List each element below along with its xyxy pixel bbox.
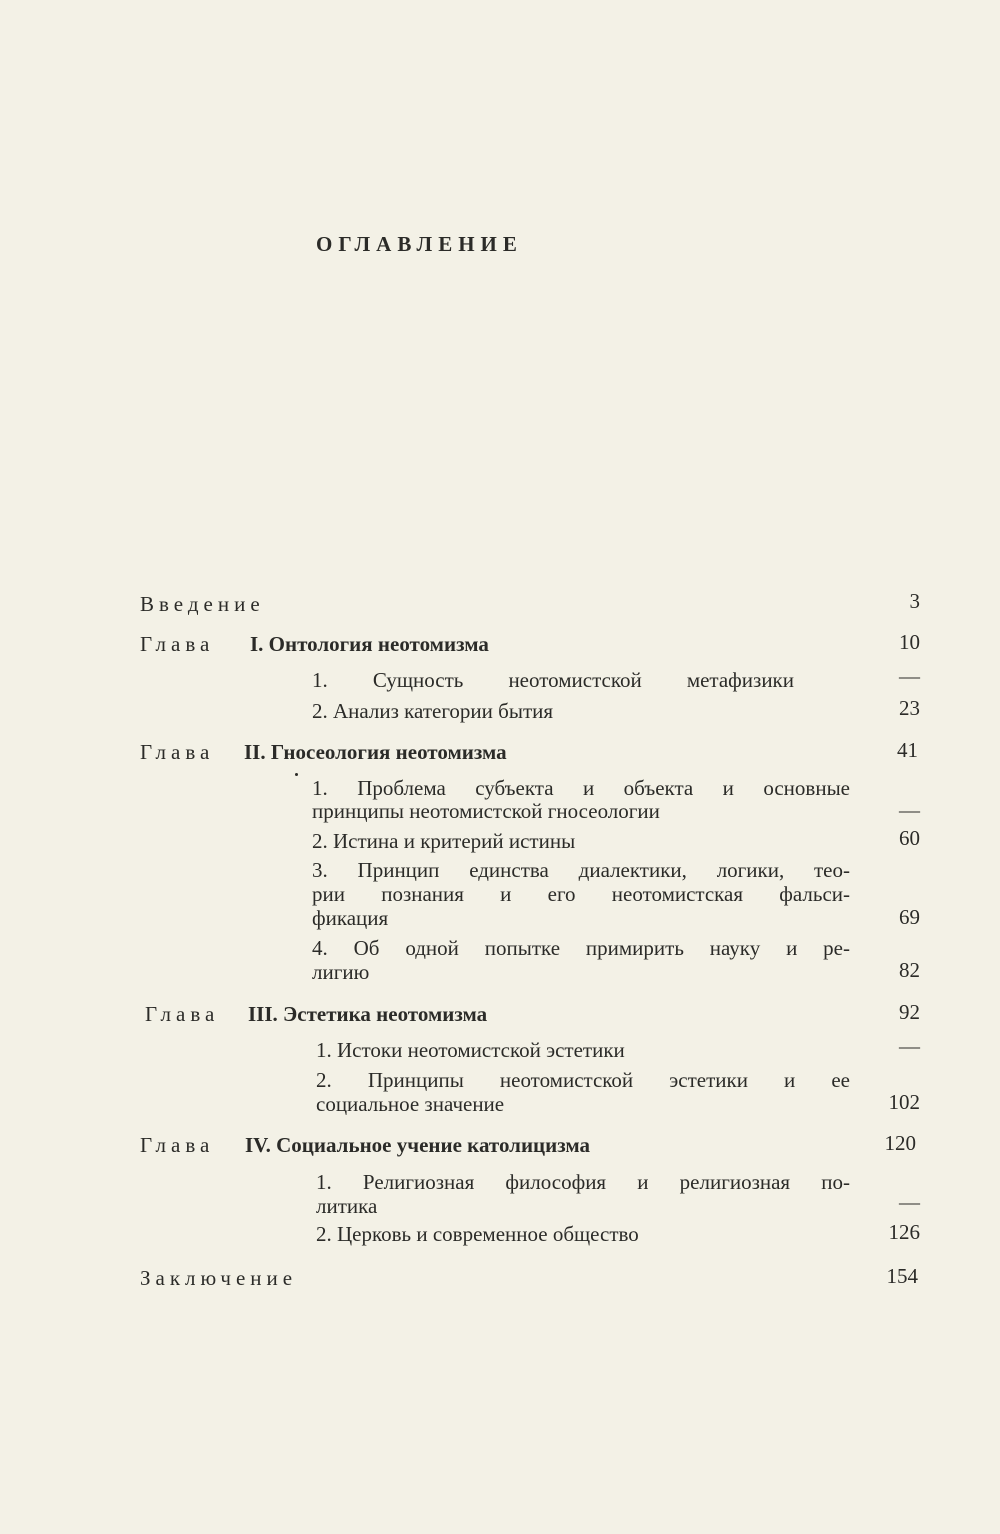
- chapter-4-section-1-page: —: [899, 1190, 920, 1214]
- chapter-2-section-2-page: 60: [899, 826, 920, 850]
- chapter-2-section-2: 2. Истина и критерий истины: [312, 829, 576, 853]
- chapter-1-heading: I. Онтология неотомизма: [250, 632, 489, 656]
- chapter-2-section-1-page: —: [899, 798, 920, 822]
- chapter-4-section-2-page: 126: [888, 1220, 920, 1244]
- chapter-4-section-1-line-2: литика: [316, 1194, 378, 1218]
- chapter-4-section-1-line-1: 1. Религиозная философия и религиозная по-: [316, 1170, 850, 1194]
- chapter-3-page: 92: [899, 1000, 920, 1024]
- chapter-3-section-2-line-2: социальное значение: [316, 1092, 505, 1116]
- chapter-1-section-2: 2. Анализ категории бытия: [312, 699, 554, 723]
- chapter-3-section-1: 1. Истоки неотомистской эстетики: [316, 1038, 625, 1062]
- chapter-3-section-2-page: 102: [888, 1090, 920, 1114]
- toc-conclusion-label: Заключение: [140, 1266, 298, 1290]
- toc-intro-page: 3: [909, 589, 920, 613]
- chapter-2-heading: II. Гносеология неотомизма: [244, 740, 507, 764]
- toc-conclusion-page: 154: [886, 1264, 918, 1288]
- chapter-1-prefix: Глава: [140, 632, 215, 656]
- chapter-1-section-1-page: —: [899, 664, 920, 688]
- chapter-1-section-1: 1. Сущность неотомистской метафизики: [312, 668, 794, 692]
- chapter-1-section-2-page: 23: [899, 696, 920, 720]
- chapter-2-section-1-line-1: 1. Проблема субъекта и объекта и основные: [312, 776, 850, 800]
- chapter-2-page: 41: [897, 738, 918, 762]
- chapter-2-section-4-line-2: лигию: [312, 960, 370, 984]
- ink-dot: [295, 773, 298, 776]
- chapter-3-prefix: Глава: [145, 1002, 220, 1026]
- chapter-2-section-3-line-1: 3. Принцип единства диалектики, логики, тео-: [312, 858, 850, 882]
- toc-intro-label: Введение: [140, 592, 265, 616]
- chapter-2-section-3-line-3: фикация: [312, 906, 389, 930]
- chapter-4-page: 120: [884, 1131, 916, 1155]
- chapter-3-section-1-page: —: [899, 1034, 920, 1058]
- chapter-2-section-1-line-2: принципы неотомистской гносеологии: [312, 799, 660, 823]
- chapter-4-section-2: 2. Церковь и современное общество: [316, 1222, 639, 1246]
- chapter-2-section-3-page: 69: [899, 905, 920, 929]
- chapter-3-heading: III. Эстетика неотомизма: [248, 1002, 488, 1026]
- chapter-2-section-3-line-2: рии познания и его неотомистская фальси-: [312, 882, 850, 906]
- chapter-2-prefix: Глава: [140, 740, 215, 764]
- chapter-4-heading: IV. Социальное учение католицизма: [245, 1133, 591, 1157]
- chapter-2-section-4-page: 82: [899, 958, 920, 982]
- chapter-2-section-4-line-1: 4. Об одной попытке примирить науку и ре-: [312, 936, 850, 960]
- chapter-1-page: 10: [899, 630, 920, 654]
- chapter-3-section-2-line-1: 2. Принципы неотомистской эстетики и ее: [316, 1068, 850, 1092]
- chapter-4-prefix: Глава: [140, 1133, 215, 1157]
- page-title: ОГЛАВЛЕНИЕ: [316, 232, 523, 256]
